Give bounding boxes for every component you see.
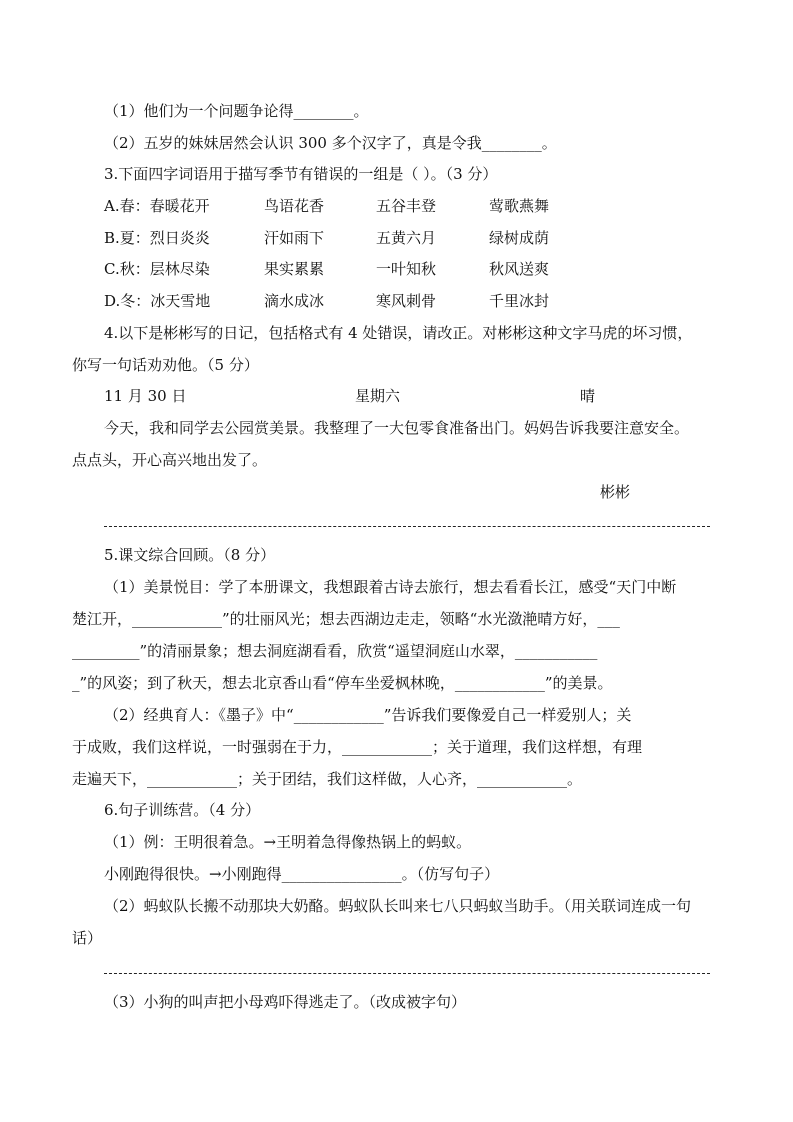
q3-d-word-2: 滴水成冰 <box>264 292 325 310</box>
q3-option-a <box>104 196 624 216</box>
q2-item-2: （2）五岁的妹妹居然会认识 300 多个汉字了，真是令我________。 <box>104 134 557 152</box>
q5-p2-line-2: 于成败，我们这样说，一时强弱在于力，____________；关于道理，我们这样想，有理 <box>72 738 643 756</box>
q6-title: 6.句子训练营。（4 分） <box>104 801 261 819</box>
q6-example-line: （1）例：王明很着急。→王明着急得像热锅上的蚂蚁。 <box>104 833 472 851</box>
q3-d-word-4: 千里冰封 <box>489 292 550 310</box>
q2-item-1: （1）他们为一个问题争论得________。 <box>104 102 369 120</box>
diary-weekday: 星期六 <box>355 387 401 405</box>
q3-c-word-3: 一叶知秋 <box>376 260 437 278</box>
q4-question-line-1: 4.以下是彬彬写的日记，包括格式有 4 处错误，请改正。对彬彬这种文字马虎的坏习惯， <box>104 324 693 342</box>
q3-d-word-1: D.冬：冰天雪地 <box>104 292 211 310</box>
q3-a-word-4: 莺歌燕舞 <box>489 197 550 215</box>
q6-item-2-line-2: 话） <box>72 929 103 947</box>
q5-p1-line-4: _”的风姿；到了秋天，想去北京香山看“停车坐爱枫林晚，____________”的美景。 <box>72 674 613 692</box>
q3-option-d <box>104 291 624 311</box>
q3-a-word-3: 五谷丰登 <box>376 197 437 215</box>
q5-title: 5.课文综合回顾。（8 分） <box>104 546 276 564</box>
q4-question-line-2: 你写一句话劝劝他。（5 分） <box>72 356 259 374</box>
q3-question: 3.下面四字词语用于描写季节有错误的一组是（ ）。（3 分） <box>104 165 498 183</box>
q3-c-word-1: C.秋：层林尽染 <box>104 260 210 278</box>
q5-p1-line-1: （1）美景悦目：学了本册课文，我想跟着古诗去旅行，想去看看长江，感受“天门中断 <box>104 578 677 596</box>
q3-a-word-2: 鸟语花香 <box>264 197 325 215</box>
q3-b-word-2: 汗如雨下 <box>264 229 325 247</box>
q3-b-word-1: B.夏：烈日炎炎 <box>104 229 210 247</box>
diary-date: 11 月 30 日 <box>104 387 187 405</box>
diary-body-line-2: 点点头，开心高兴地出发了。 <box>72 451 268 469</box>
q5-p2-line-3: 走遍天下，____________；关于团结，我们这样做，人心齐，____________。 <box>72 770 583 788</box>
q3-d-word-3: 寒风刺骨 <box>376 292 437 310</box>
diary-body-line-1: 今天，我和同学去公园赏美景。我整理了一大包零食准备出门。妈妈告诉我要注意安全。 <box>104 419 690 437</box>
q3-option-c <box>104 259 624 279</box>
q6-item-2-answer-line[interactable] <box>104 973 710 974</box>
q5-p1-line-2: 楚江开，____________”的壮丽风光；想去西湖边走走，领略“水光潋滟晴方好，___ <box>72 610 620 628</box>
q6-task-1: 小刚跑得很快。→小刚跑得________________。（仿写句子） <box>104 865 500 883</box>
q3-b-word-4: 绿树成荫 <box>489 229 550 247</box>
q3-a-word-1: A.春：春暖花开 <box>104 197 210 215</box>
q6-item-3: （3）小狗的叫声把小母鸡吓得逃走了。（改成被字句） <box>104 993 467 1011</box>
q3-c-word-4: 秋风送爽 <box>489 260 550 278</box>
diary-signature: 彬彬 <box>600 483 631 501</box>
q4-answer-line[interactable] <box>104 526 710 527</box>
q3-b-word-3: 五黄六月 <box>376 229 437 247</box>
q3-option-b <box>104 228 624 248</box>
q3-c-word-2: 果实累累 <box>264 260 325 278</box>
q6-item-2-line-1: （2）蚂蚁队长搬不动那块大奶酪。蚂蚁队长叫来七八只蚂蚁当助手。（用关联词连成一句 <box>104 897 692 915</box>
diary-weather: 晴 <box>580 387 596 405</box>
q5-p1-line-3: _________”的清丽景象；想去洞庭湖看看，欣赏“遥望洞庭山水翠，___________ <box>72 642 598 660</box>
q5-p2-line-1: （2）经典育人：《墨子》中“____________”告诉我们要像爱自己一样爱别人；关 <box>104 706 632 724</box>
